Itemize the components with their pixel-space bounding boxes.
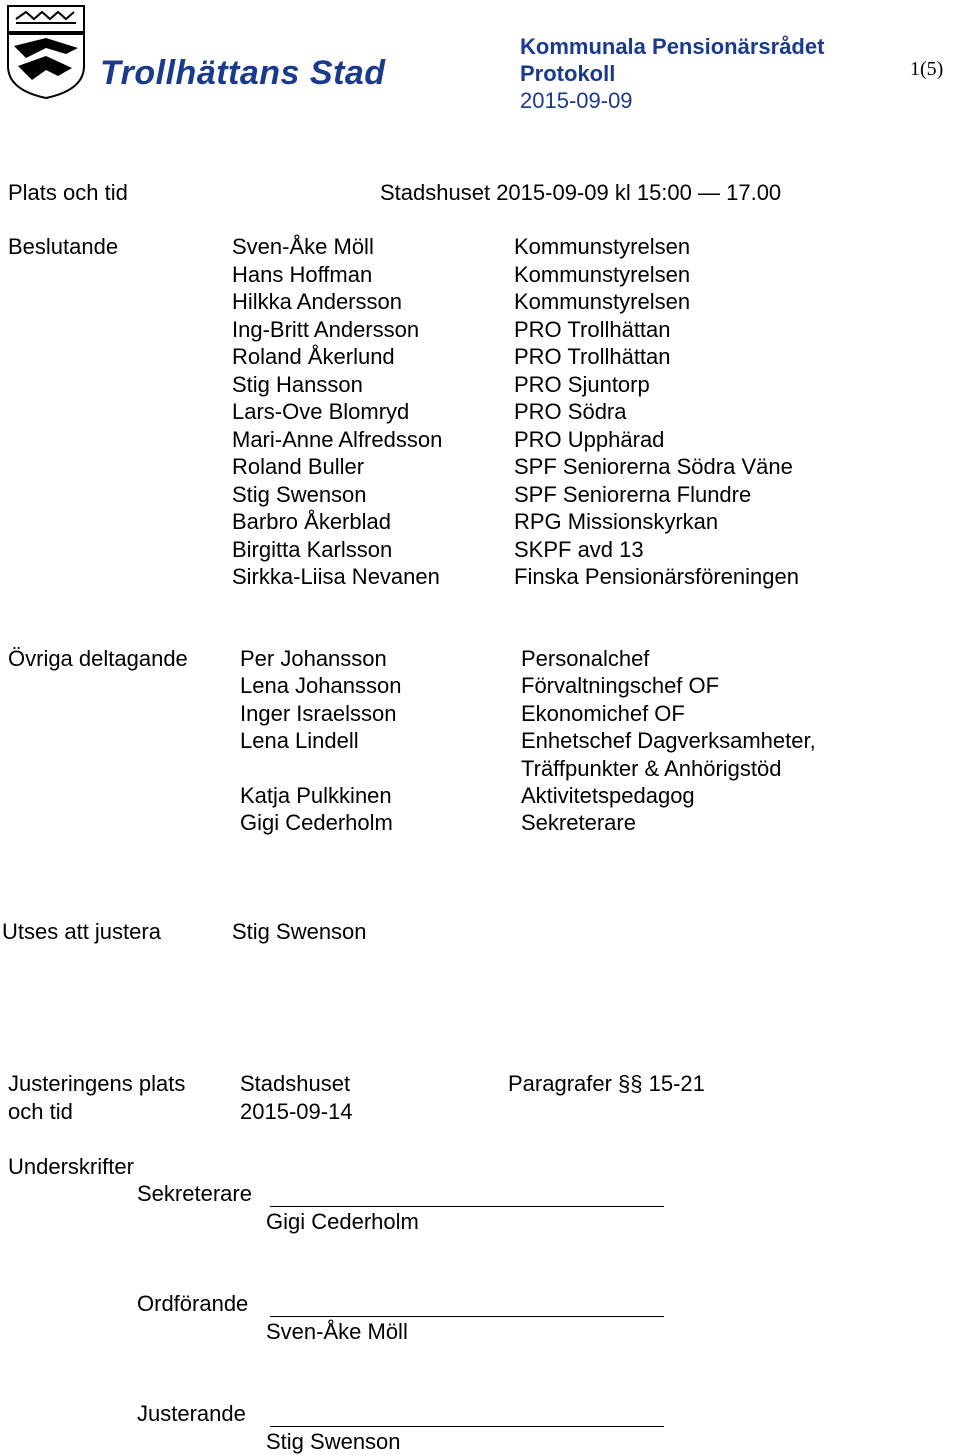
coat-of-arms-icon xyxy=(6,4,96,100)
member-organization: Kommunstyrelsen xyxy=(514,289,691,314)
adjustment-paragraphs: Paragrafer §§ 15-21 xyxy=(508,1071,705,1096)
signature-role: Justerande xyxy=(137,1401,246,1426)
participant-name: Gigi Cederholm xyxy=(240,810,393,835)
member-organization: PRO Trollhättan xyxy=(514,344,671,369)
member-name: Sven-Åke Möll xyxy=(232,234,374,259)
adjuster-name: Stig Swenson xyxy=(232,919,367,944)
page-number: 1(5) xyxy=(910,58,944,80)
member-organization: PRO Sjuntorp xyxy=(514,371,650,397)
signature-line xyxy=(270,1316,664,1317)
place-time-label: Plats och tid xyxy=(8,180,128,205)
participant-name: Inger Israelsson xyxy=(240,701,397,726)
member-organization: SPF Seniorerna Flundre xyxy=(514,481,752,507)
participant-role: Aktivitetspedagog xyxy=(521,783,695,808)
member-organization: Kommunstyrelsen xyxy=(514,261,691,287)
signature-line xyxy=(270,1206,664,1207)
signature-name: Sven-Åke Möll xyxy=(266,1319,408,1344)
document-date: 2015-09-09 xyxy=(520,88,633,113)
member-name: Roland Buller xyxy=(232,454,365,479)
participant-role: Enhetschef Dagverksamheter, xyxy=(521,728,816,753)
signature-name: Stig Swenson xyxy=(266,1429,401,1454)
member-name: Mari-Anne Alfredsson xyxy=(232,426,443,452)
participant-role: Ekonomichef OF xyxy=(521,701,685,726)
member-name: Hans Hoffman xyxy=(232,261,373,287)
participant-role: Förvaltningschef OF xyxy=(521,673,720,698)
member-name: Birgitta Karlsson xyxy=(232,536,393,562)
signature-line xyxy=(270,1426,664,1427)
member-name: Ing-Britt Andersson xyxy=(232,316,420,342)
trollhattan-logo xyxy=(6,4,396,100)
document-type: Protokoll xyxy=(520,61,616,86)
member-name: Stig Hansson xyxy=(232,371,363,397)
member-name: Hilkka Andersson xyxy=(232,289,402,314)
adjustment-place: Stadshuset xyxy=(240,1071,351,1096)
member-organization: PRO Södra xyxy=(514,399,627,424)
adjustment-label-line1: Justeringens plats xyxy=(8,1071,186,1096)
signature-role: Sekreterare xyxy=(137,1181,252,1206)
participant-name: Lena Lindell xyxy=(240,728,359,753)
member-name: Barbro Åkerblad xyxy=(232,509,391,534)
member-name: Stig Swenson xyxy=(232,481,367,507)
signature-name: Gigi Cederholm xyxy=(266,1209,419,1234)
participant-name: Lena Johansson xyxy=(240,673,402,698)
member-name: Sirkka-Liisa Nevanen xyxy=(232,564,440,589)
others-label: Övriga deltagande xyxy=(8,646,188,671)
signature-role: Ordförande xyxy=(137,1291,249,1316)
member-organization: Kommunstyrelsen xyxy=(514,234,691,259)
member-organization: RPG Missionskyrkan xyxy=(514,509,719,534)
participant-name: Per Johansson xyxy=(240,646,387,671)
member-name: Roland Åkerlund xyxy=(232,344,395,369)
committee-title: Kommunala Pensionärsrådet xyxy=(520,34,825,59)
participant-role: Sekreterare xyxy=(521,810,636,835)
deciding-label: Beslutande xyxy=(8,234,119,259)
org-name: Trollhättans Stad xyxy=(100,54,386,92)
member-organization: PRO Trollhättan xyxy=(514,316,671,342)
participant-role: Personalchef xyxy=(521,646,650,671)
place-time-value: Stadshuset 2015-09-09 kl 15:00 — 17.00 xyxy=(380,180,782,205)
adjustment-date: 2015-09-14 xyxy=(240,1099,353,1124)
participant-role-continued: Träffpunkter & Anhörigstöd xyxy=(521,755,782,781)
member-organization: Finska Pensionärsföreningen xyxy=(514,564,799,589)
signatures-label: Underskrifter xyxy=(8,1154,134,1179)
adjuster-label: Utses att justera xyxy=(2,919,161,944)
member-organization: PRO Upphärad xyxy=(514,426,665,452)
adjustment-label-line2: och tid xyxy=(8,1099,73,1124)
member-organization: SPF Seniorerna Södra Väne xyxy=(514,454,793,479)
member-name: Lars-Ove Blomryd xyxy=(232,399,410,424)
member-organization: SKPF avd 13 xyxy=(514,536,644,562)
participant-name: Katja Pulkkinen xyxy=(240,783,392,808)
